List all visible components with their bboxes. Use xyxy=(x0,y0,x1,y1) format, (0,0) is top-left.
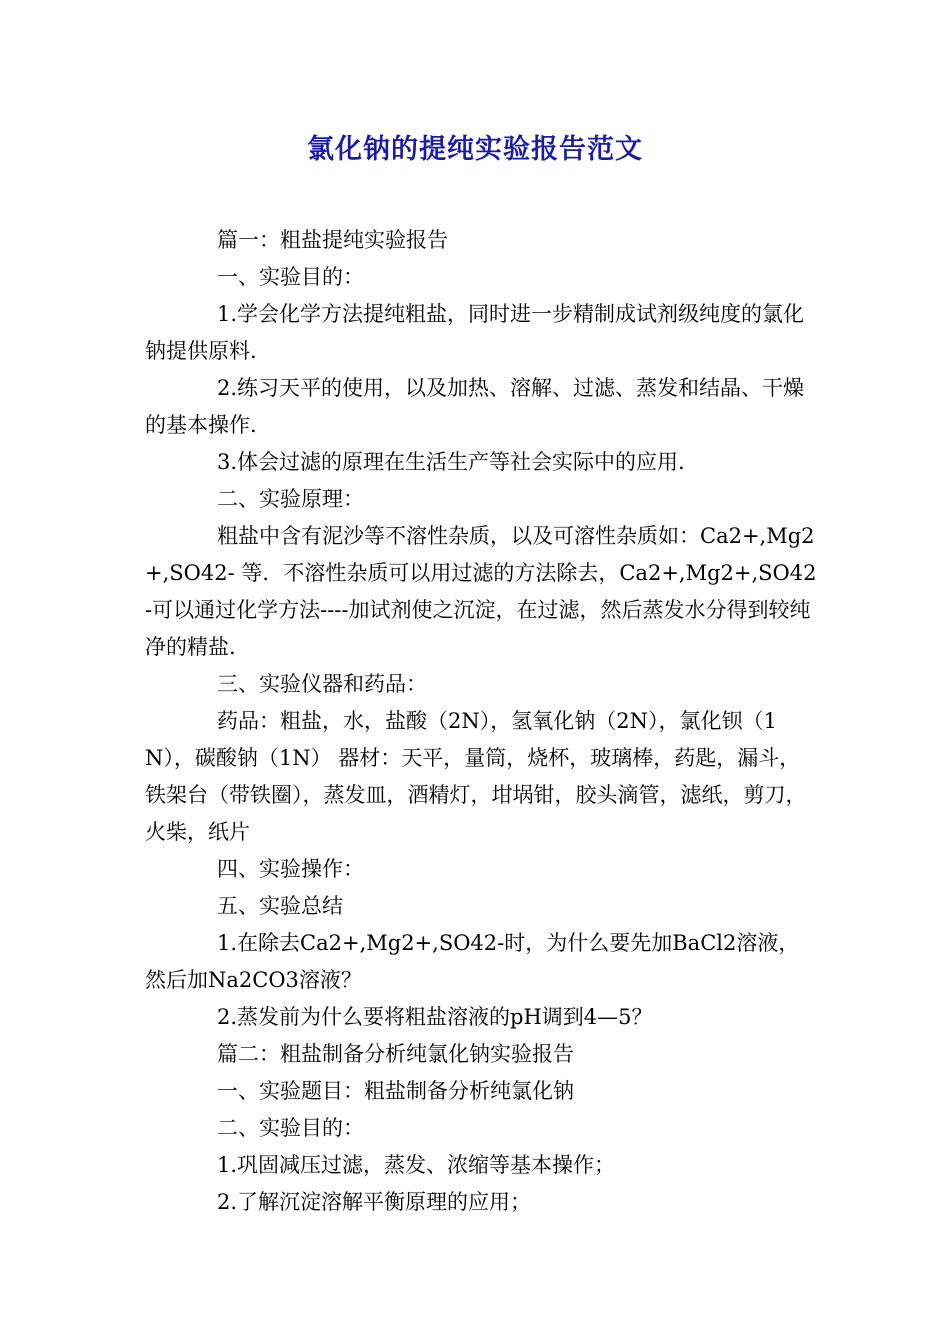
paragraph: 药品：粗盐，水，盐酸（2N），氢氧化钠（2N），氯化钡（1N），碳酸钠（1N） 器材：天平，量筒，烧杯，玻璃棒，药匙，漏斗，铁架台（带铁圈），蒸发皿，酒精灯，坩埚钳，胶头滴管，滤纸，剪刀，火柴，纸片 xyxy=(145,709,807,844)
paragraph: 五、实验总结 xyxy=(217,894,343,918)
paragraph: 篇一：粗盐提纯实验报告 xyxy=(217,228,448,252)
paragraph: 1.巩固减压过滤，蒸发、浓缩等基本操作； xyxy=(217,1153,616,1177)
paragraph: 一、实验目的： xyxy=(217,265,364,289)
paragraph: 四、实验操作： xyxy=(217,857,364,881)
paragraph: 2.了解沉淀溶解平衡原理的应用； xyxy=(217,1190,532,1214)
paragraph: 三、实验仪器和药品： xyxy=(217,672,427,696)
paragraph: 1.学会化学方法提纯粗盐，同时进一步精制成试剂级纯度的氯化钠提供原料. xyxy=(145,302,805,363)
document-title: 氯化钠的提纯实验报告范文 xyxy=(307,134,643,165)
paragraph: 1.在除去Ca2+,Mg2+,SO42-时，为什么要先加BaCl2溶液，然后加Na2CO3溶液？ xyxy=(145,931,800,992)
paragraph: 一、实验题目：粗盐制备分析纯氯化钠 xyxy=(217,1079,574,1103)
document-body xyxy=(145,222,817,1221)
paragraph: 2.蒸发前为什么要将粗盐溶液的pH调到4—5？ xyxy=(217,1005,653,1029)
paragraph: 二、实验原理： xyxy=(217,487,364,511)
paragraph: 篇二：粗盐制备分析纯氯化钠实验报告 xyxy=(217,1042,574,1066)
paragraph: 3.体会过滤的原理在生活生产等社会实际中的应用. xyxy=(217,450,685,474)
paragraph: 2.练习天平的使用，以及加热、溶解、过滤、蒸发和结晶、干燥的基本操作. xyxy=(145,376,805,437)
paragraph: 二、实验目的： xyxy=(217,1116,364,1140)
paragraph: 粗盐中含有泥沙等不溶性杂质，以及可溶性杂质如：Ca2+,Mg2+,SO42- 等．不溶性杂质可以用过滤的方法除去，Ca2+,Mg2+,SO42-可以通过化学方法----加试剂使之沉淀，在过滤，然后蒸发水分得到较纯净的精盐. xyxy=(145,524,817,659)
